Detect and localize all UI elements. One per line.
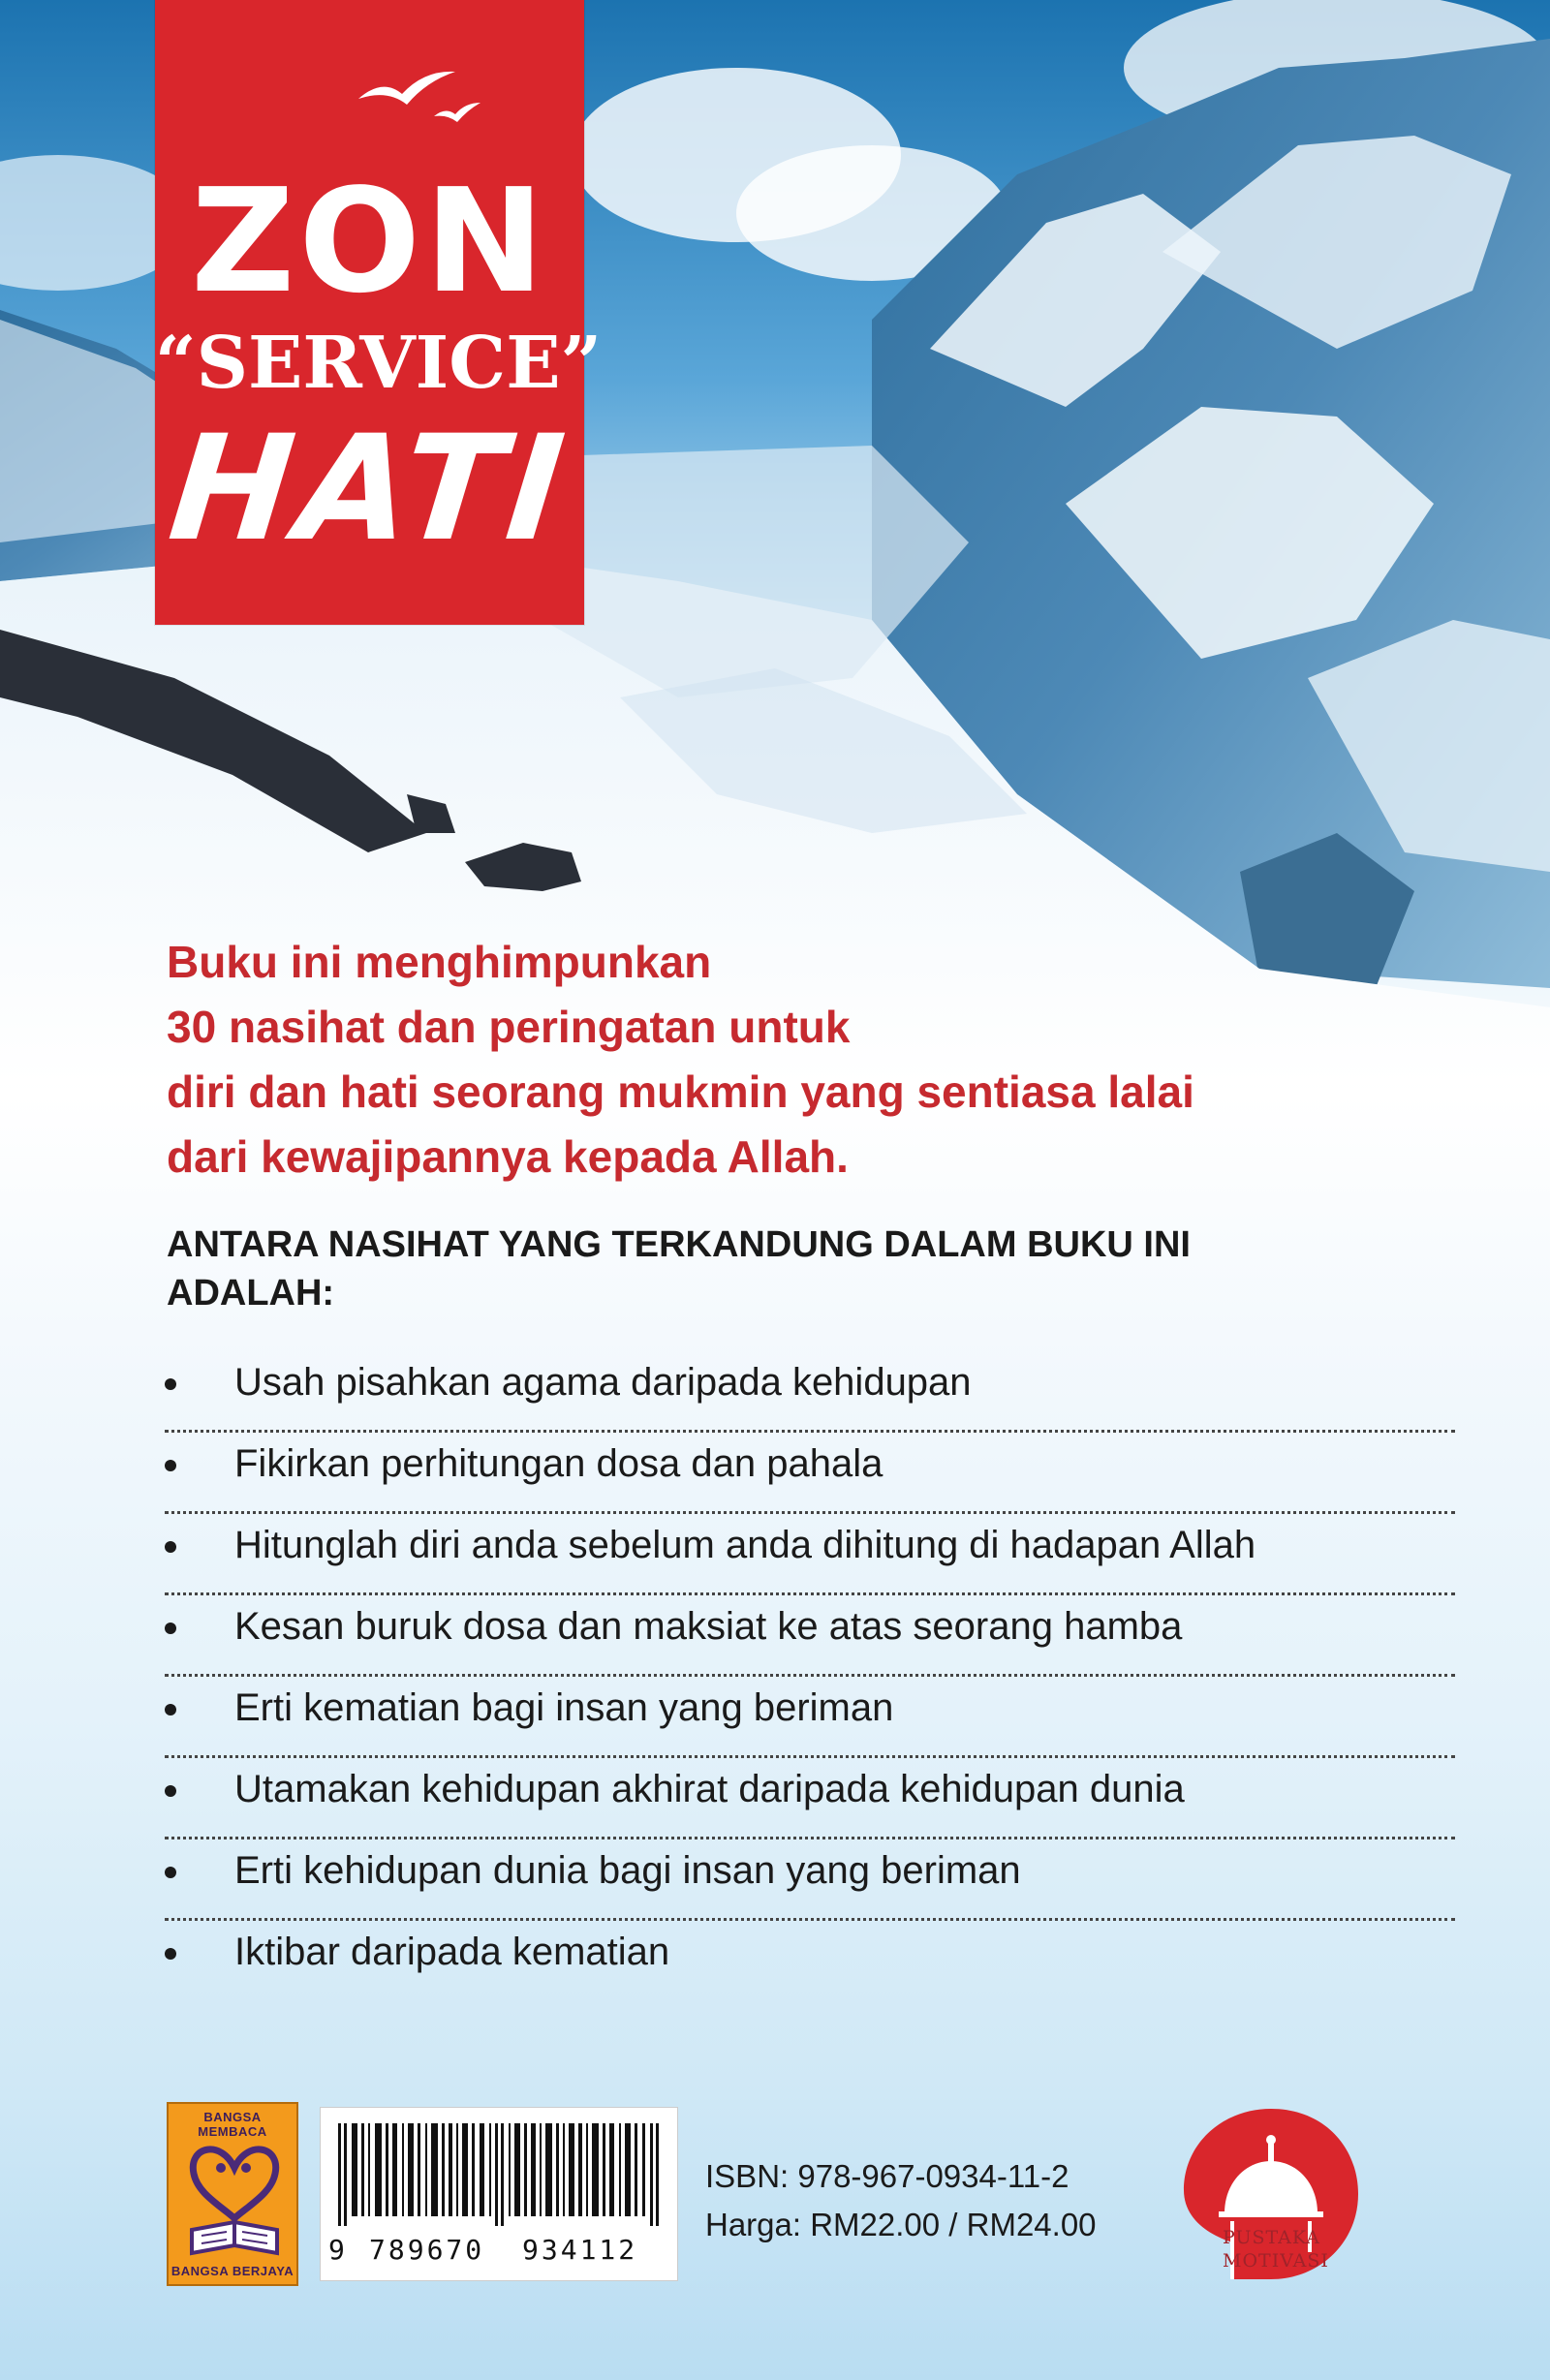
heart-book-icon	[182, 2129, 287, 2261]
barcode-left-digits: 789670	[369, 2234, 485, 2266]
advice-text: Erti kematian bagi insan yang beriman	[234, 1686, 894, 1729]
bullet-icon	[165, 1704, 176, 1715]
title-line-zon: ZON	[191, 158, 548, 325]
heading-line: ANTARA NASIHAT YANG TERKANDUNG DALAM BUKU INI	[167, 1224, 1191, 1265]
title-line-service: “SERVICE”	[155, 322, 603, 405]
isbn-text: ISBN: 978-967-0934-11-2	[705, 2158, 1070, 2194]
book-title-block	[155, 0, 603, 625]
list-item	[165, 1595, 1455, 1677]
isbn-barcode	[320, 2107, 678, 2281]
advice-text: Erti kehidupan dunia bagi insan yang beriman	[234, 1849, 1021, 1892]
advice-text: Fikirkan perhitungan dosa dan pahala	[234, 1442, 884, 1485]
publisher-line: MOTIVASI	[1223, 2250, 1329, 2272]
barcode-bars	[338, 2123, 662, 2226]
publisher-name	[1223, 2226, 1358, 2272]
advice-text: Kesan buruk dosa dan maksiat ke atas seorang hamba	[234, 1605, 1183, 1648]
list-item	[165, 1839, 1455, 1921]
barcode-digits	[321, 2234, 677, 2272]
list-item	[165, 1351, 1455, 1433]
advice-text: Iktibar daripada kematian	[234, 1931, 670, 1973]
advice-text: Utamakan kehidupan akhirat daripada kehidupan dunia	[234, 1768, 1185, 1810]
advice-text: Hitunglah diri anda sebelum anda dihitung di hadapan Allah	[234, 1524, 1256, 1566]
heading-line: ADALAH:	[167, 1273, 335, 1314]
advice-list	[165, 1351, 1455, 2002]
intro-line: Buku ini menghimpunkan	[167, 937, 712, 987]
bullet-icon	[165, 1541, 176, 1553]
barcode-right-digits: 934112	[522, 2234, 638, 2266]
list-item	[165, 1677, 1455, 1758]
barcode-lead-digit: 9	[328, 2234, 345, 2266]
list-item	[165, 1433, 1455, 1514]
advice-section-heading	[167, 1221, 1368, 1317]
list-item	[165, 1921, 1455, 2002]
bullet-icon	[165, 1948, 176, 1960]
bullet-icon	[165, 1623, 176, 1634]
bullet-icon	[165, 1867, 176, 1878]
intro-line: 30 nasihat dan peringatan untuk	[167, 1002, 851, 1052]
intro-line: dari kewajipannya kepada Allah.	[167, 1131, 849, 1182]
publisher-line: PUSTAKA	[1223, 2227, 1320, 2248]
bullet-icon	[165, 1460, 176, 1471]
bullet-icon	[165, 1785, 176, 1797]
advice-text: Usah pisahkan agama daripada kehidupan	[234, 1361, 972, 1404]
bullet-icon	[165, 1378, 176, 1390]
bansa-logo-bottom-text: BANGSA BERJAYA	[170, 2264, 294, 2278]
title-line-hati: HATI	[162, 405, 577, 573]
birds-icon	[349, 60, 484, 128]
isbn-price-block	[705, 2152, 1151, 2249]
bansa-logo-top-text: BANGSA MEMBACA	[198, 2110, 267, 2139]
price-text: Harga: RM22.00 / RM24.00	[705, 2207, 1097, 2242]
bangsa-membaca-logo	[167, 2102, 298, 2286]
intro-line: diri dan hati seorang mukmin yang sentiasa lalai	[167, 1066, 1194, 1117]
list-item	[165, 1758, 1455, 1839]
list-item	[165, 1514, 1455, 1595]
intro-paragraph	[167, 930, 1426, 1190]
